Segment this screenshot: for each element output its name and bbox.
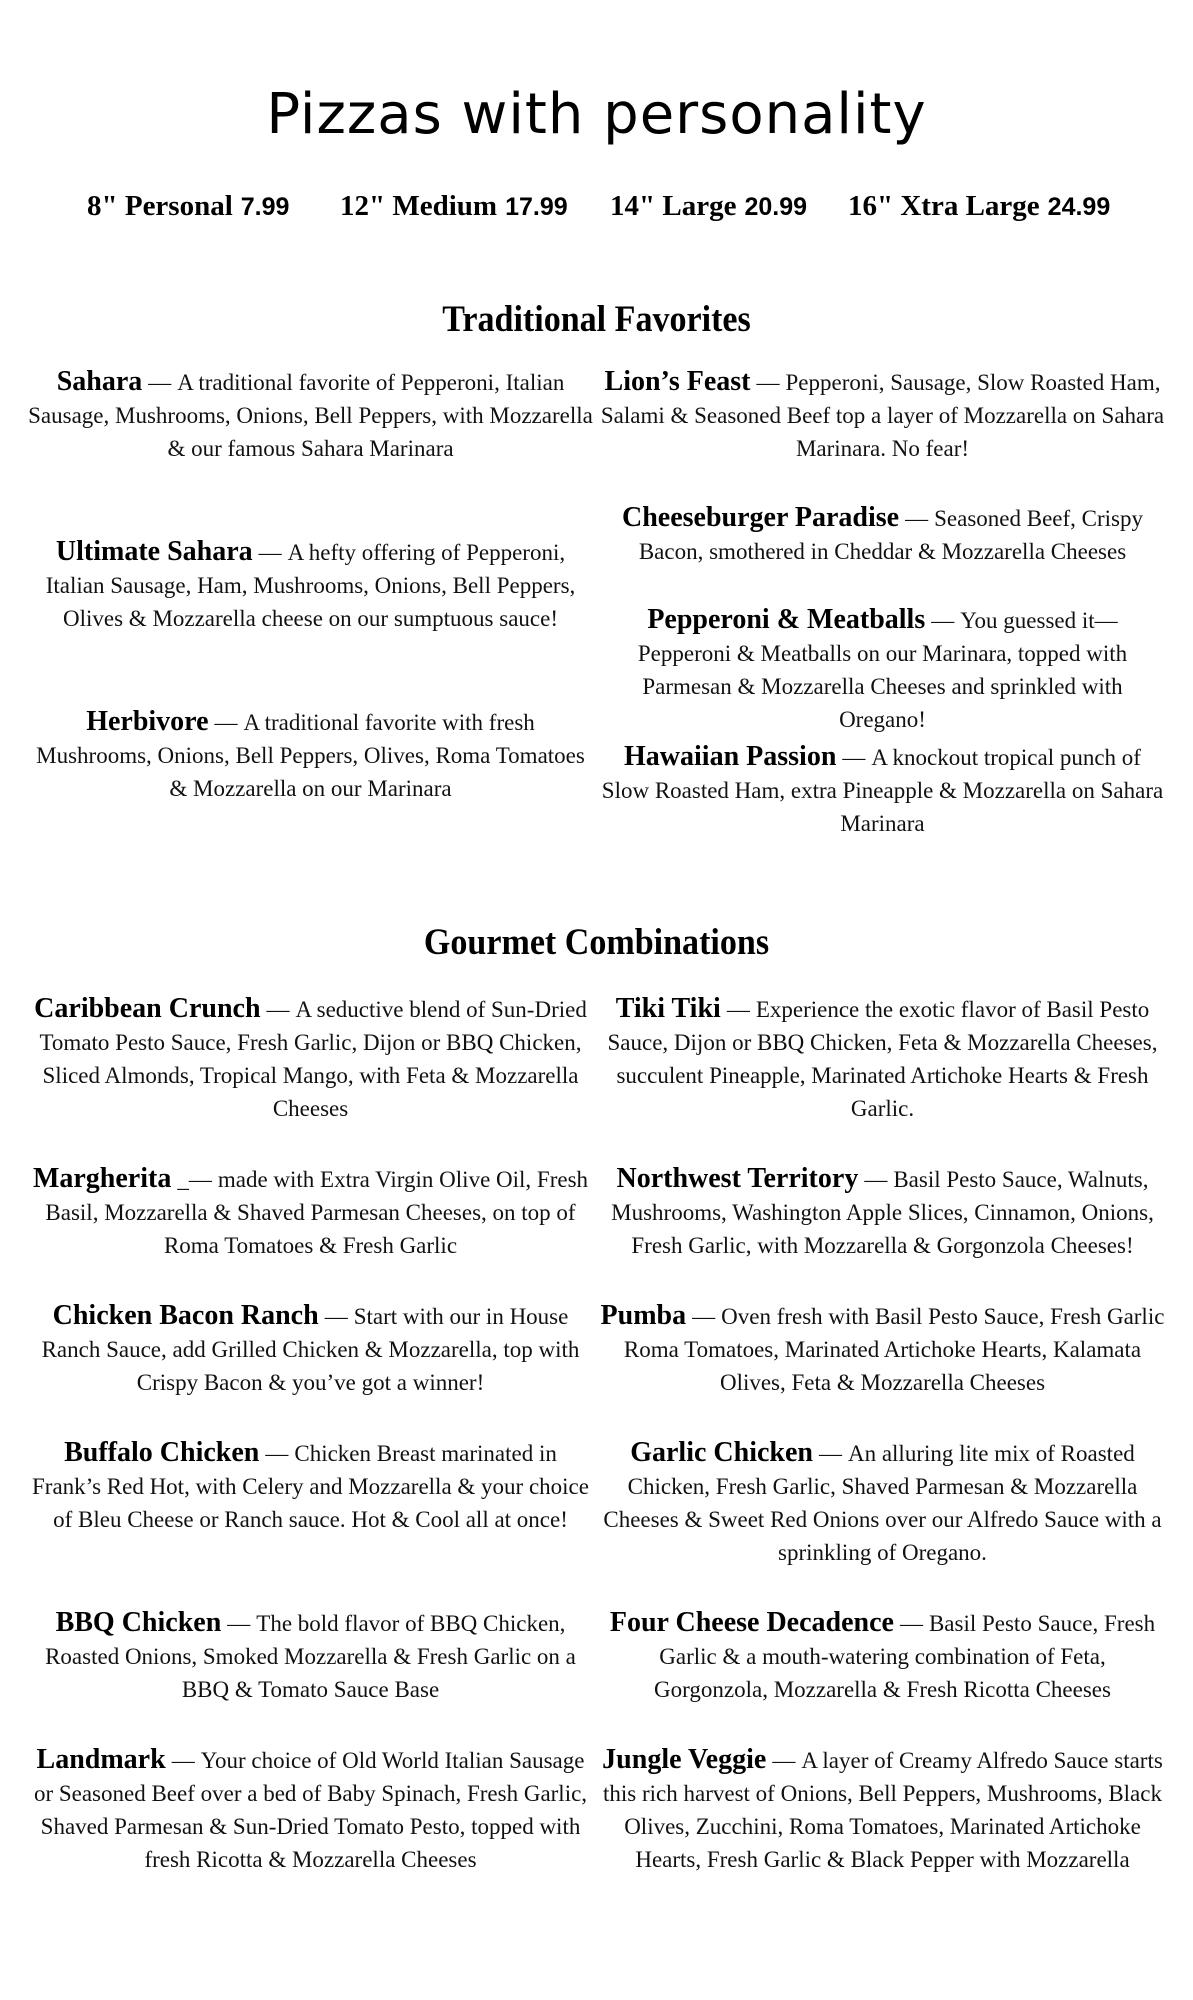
item-separator: — bbox=[171, 1748, 195, 1773]
page-title: Pizzas with personality bbox=[266, 82, 927, 147]
section-heading-gourmet: Gourmet Combinations bbox=[423, 922, 770, 963]
item-description: Pepperoni, Sausage, Slow Roasted Ham, Salami & Seasoned Beef top a layer of Mozzarella on Sahara Marinara. No fear! bbox=[600, 370, 1165, 461]
item-separator: — bbox=[324, 1304, 348, 1329]
item-name: Pepperoni & Meatballs bbox=[647, 604, 926, 635]
item-description: An alluring lite mix of Roasted Chicken, Fresh Garlic, Shaved Parmesan & Mozzarella Cheeses & Sweet Red Onions over our Alfredo Sauce with a sprinkling of Oregano. bbox=[603, 1441, 1162, 1565]
menu-item-margherita bbox=[28, 1162, 593, 1262]
menu-item-garlic-chicken bbox=[600, 1436, 1165, 1569]
item-separator: — bbox=[905, 506, 929, 531]
item-description: The bold flavor of BBQ Chicken, Roasted Onions, Smoked Mozzarella & Fresh Garlic on a BBQ & Tomato Sauce Base bbox=[45, 1611, 576, 1702]
item-separator: — bbox=[265, 1441, 289, 1466]
item-separator: — bbox=[258, 540, 282, 565]
menu-item-cheeseburger-paradise bbox=[600, 501, 1165, 568]
item-separator: — bbox=[931, 608, 955, 633]
menu-item-pumba bbox=[600, 1299, 1165, 1399]
item-name: Margherita bbox=[32, 1163, 172, 1194]
item-name: Hawaiian Passion bbox=[624, 741, 837, 772]
menu-item-tiki-tiki bbox=[600, 992, 1165, 1125]
menu-item-caribbean-crunch bbox=[28, 992, 593, 1125]
item-name: Buffalo Chicken bbox=[64, 1437, 260, 1468]
size-price: 17.99 bbox=[505, 193, 568, 221]
size-large bbox=[610, 190, 807, 223]
size-xtra-large bbox=[848, 190, 1110, 223]
menu-item-pepperoni-meatballs bbox=[600, 603, 1165, 736]
item-description: A traditional favorite with fresh Mushrooms, Onions, Bell Peppers, Olives, Roma Tomatoes & Mozzarella on our Marinara bbox=[36, 710, 585, 801]
menu-item-chicken-bacon-ranch bbox=[28, 1299, 593, 1399]
item-name: Herbivore bbox=[86, 706, 209, 737]
item-description: Your choice of Old World Italian Sausage or Seasoned Beef over a bed of Baby Spinach, Fresh Garlic, Shaved Parmesan & Sun-Dried Tomato Pesto, topped with fresh Ricotta & Mozzarella Cheeses bbox=[33, 1748, 588, 1872]
item-description: Chicken Breast marinated in Frank’s Red Hot, with Celery and Mozzarella & your choice of Bleu Cheese or Ranch sauce. Hot & Cool all at once! bbox=[32, 1441, 589, 1532]
item-description: You guessed it— Pepperoni & Meatballs on our Marinara, topped with Parmesan & Mozzarella Cheeses and sprinkled with Oregano! bbox=[637, 608, 1128, 732]
item-separator: _— bbox=[177, 1167, 212, 1192]
size-price-row bbox=[0, 190, 1193, 234]
item-name: Landmark bbox=[36, 1744, 166, 1775]
size-label: 16" Xtra Large bbox=[848, 190, 1040, 222]
item-name: BBQ Chicken bbox=[55, 1607, 222, 1638]
item-description: A traditional favorite of Pepperoni, Italian Sausage, Mushrooms, Onions, Bell Peppers, with Mozzarella & our famous Sahara Marinara bbox=[28, 370, 593, 461]
size-medium bbox=[340, 190, 568, 223]
item-name: Ultimate Sahara bbox=[55, 536, 253, 567]
item-name: Sahara bbox=[56, 366, 143, 397]
item-name: Pumba bbox=[600, 1300, 687, 1331]
item-separator: — bbox=[148, 370, 172, 395]
size-personal bbox=[87, 190, 289, 223]
item-separator: — bbox=[214, 710, 238, 735]
item-description: A seductive blend of Sun-Dried Tomato Pesto Sauce, Fresh Garlic, Dijon or BBQ Chicken, Sliced Almonds, Tropical Mango, with Feta & Mozzarella Cheeses bbox=[39, 997, 587, 1121]
menu-item-four-cheese-decadence bbox=[600, 1606, 1165, 1706]
size-price: 7.99 bbox=[240, 193, 290, 221]
size-label: 14" Large bbox=[610, 190, 737, 222]
item-separator: — bbox=[726, 997, 750, 1022]
item-separator: — bbox=[772, 1748, 796, 1773]
item-separator: — bbox=[842, 745, 866, 770]
size-label: 8" Personal bbox=[87, 190, 233, 222]
item-name: Chicken Bacon Ranch bbox=[52, 1300, 319, 1331]
section-heading-traditional: Traditional Favorites bbox=[442, 299, 751, 340]
item-separator: — bbox=[864, 1167, 888, 1192]
item-description: Oven fresh with Basil Pesto Sauce, Fresh Garlic Roma Tomatoes, Marinated Artichoke Hearts, Kalamata Olives, Feta & Mozzarella Cheeses bbox=[623, 1304, 1165, 1395]
menu-item-ultimate-sahara bbox=[28, 535, 593, 635]
item-separator: — bbox=[266, 997, 290, 1022]
item-separator: — bbox=[692, 1304, 716, 1329]
item-separator: — bbox=[899, 1611, 923, 1636]
size-price: 20.99 bbox=[744, 193, 807, 221]
menu-item-buffalo-chicken bbox=[28, 1436, 593, 1536]
item-separator: — bbox=[818, 1441, 842, 1466]
item-name: Jungle Veggie bbox=[602, 1744, 767, 1775]
item-name: Northwest Territory bbox=[616, 1163, 859, 1194]
size-label: 12" Medium bbox=[340, 190, 498, 222]
item-name: Garlic Chicken bbox=[630, 1437, 813, 1468]
item-description: A layer of Creamy Alfredo Sauce starts this rich harvest of Onions, Bell Peppers, Mushrooms, Black Olives, Zucchini, Roma Tomatoes, Marinated Artichoke Hearts, Fresh Garlic & Black Pepper with Mozzarella bbox=[603, 1748, 1163, 1872]
menu-item-northwest-territory bbox=[600, 1162, 1165, 1262]
item-description: Basil Pesto Sauce, Walnuts, Mushrooms, Washington Apple Slices, Cinnamon, Onions, Fresh Garlic, with Mozzarella & Gorgonzola Cheeses! bbox=[611, 1167, 1154, 1258]
item-separator: — bbox=[756, 370, 780, 395]
menu-item-landmark bbox=[28, 1743, 593, 1876]
item-description: Start with our in House Ranch Sauce, add Grilled Chicken & Mozzarella, top with Crispy Bacon & you’ve got a winner! bbox=[41, 1304, 580, 1395]
item-name: Tiki Tiki bbox=[615, 993, 721, 1024]
menu-item-jungle-veggie bbox=[600, 1743, 1165, 1876]
item-name: Cheeseburger Paradise bbox=[622, 502, 900, 533]
menu-item-bbq-chicken bbox=[28, 1606, 593, 1706]
item-name: Caribbean Crunch bbox=[34, 993, 261, 1024]
menu-item-lions-feast bbox=[600, 365, 1165, 465]
item-description: Basil Pesto Sauce, Fresh Garlic & a mouth-watering combination of Feta, Gorgonzola, Mozzarella & Fresh Ricotta Cheeses bbox=[654, 1611, 1156, 1702]
item-description: A knockout tropical punch of Slow Roasted Ham, extra Pineapple & Mozzarella on Sahara Marinara bbox=[601, 745, 1164, 836]
menu-item-sahara bbox=[28, 365, 593, 465]
menu-item-hawaiian-passion bbox=[600, 740, 1165, 840]
item-name: Lion’s Feast bbox=[604, 366, 751, 397]
menu-item-herbivore bbox=[28, 705, 593, 805]
item-description: A hefty offering of Pepperoni, Italian Sausage, Ham, Mushrooms, Onions, Bell Peppers, Olives & Mozzarella cheese on our sumptuous sauce! bbox=[45, 540, 576, 631]
item-description: Experience the exotic flavor of Basil Pesto Sauce, Dijon or BBQ Chicken, Feta & Mozzarella Cheeses, succulent Pineapple, Marinated Artichoke Hearts & Fresh Garlic. bbox=[607, 997, 1158, 1121]
item-description: Seasoned Beef, Crispy Bacon, smothered in Cheddar & Mozzarella Cheeses bbox=[638, 506, 1143, 564]
size-price: 24.99 bbox=[1047, 193, 1111, 221]
item-description: made with Extra Virgin Olive Oil, Fresh Basil, Mozzarella & Shaved Parmesan Cheeses, on top of Roma Tomatoes & Fresh Garlic bbox=[45, 1167, 589, 1258]
item-separator: — bbox=[227, 1611, 251, 1636]
item-name: Four Cheese Decadence bbox=[609, 1607, 894, 1638]
